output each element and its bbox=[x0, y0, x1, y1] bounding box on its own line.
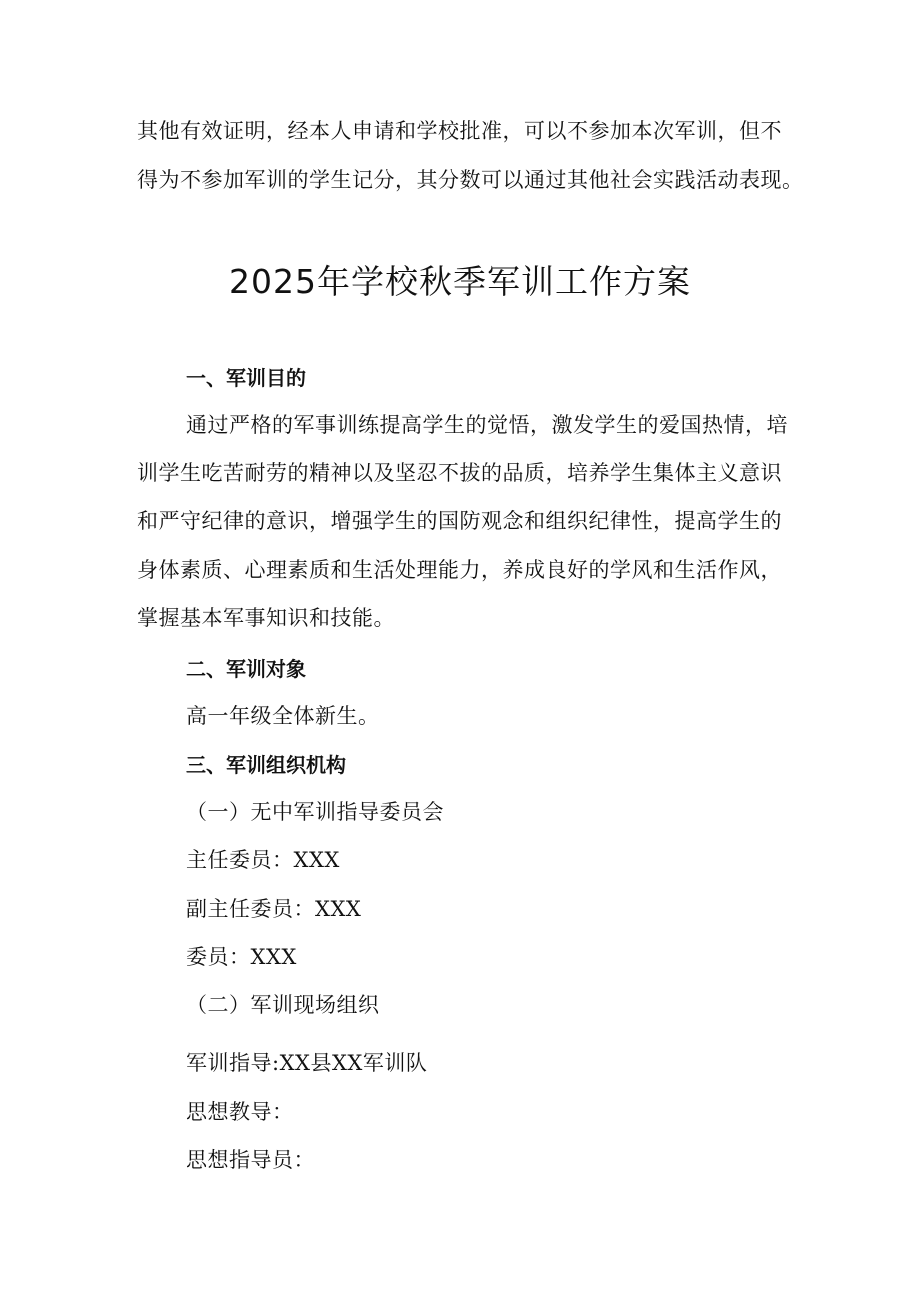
paragraph-line: 身体素质、心理素质和生活处理能力，养成良好的学风和生活作风， bbox=[137, 558, 782, 582]
section-heading: 三、军训组织机构 bbox=[186, 753, 346, 777]
continued-paragraph-line: 得为不参加军训的学生记分，其分数可以通过其他社会实践活动表现。 bbox=[137, 168, 804, 192]
list-item: 主任委员：XXX bbox=[186, 848, 340, 872]
list-item: 思想教导： bbox=[186, 1100, 294, 1124]
paragraph-line: 训学生吃苦耐劳的精神以及坚忍不拔的品质，培养学生集体主义意识 bbox=[137, 461, 782, 485]
subsection-heading: （一）无中军训指导委员会 bbox=[186, 800, 444, 824]
paragraph-line: 掌握基本军事知识和技能。 bbox=[137, 606, 395, 630]
list-item: 委员：XXX bbox=[186, 945, 297, 969]
subsection-heading: （二）军训现场组织 bbox=[186, 993, 380, 1017]
list-item: 副主任委员：XXX bbox=[186, 897, 362, 921]
paragraph-line: 高一年级全体新生。 bbox=[186, 704, 380, 728]
paragraph-line: 和严守纪律的意识，增强学生的国防观念和组织纪律性，提高学生的 bbox=[137, 509, 782, 533]
list-item: 思想指导员： bbox=[186, 1148, 315, 1172]
section-heading: 二、军训对象 bbox=[186, 657, 306, 681]
document-title: 2025年学校秋季军训工作方案 bbox=[229, 262, 691, 301]
section-heading: 一、军训目的 bbox=[186, 366, 306, 390]
list-item: 军训指导:XX县XX军训队 bbox=[186, 1051, 428, 1075]
paragraph-line: 通过严格的军事训练提高学生的觉悟，激发学生的爱国热情，培 bbox=[186, 413, 788, 437]
continued-paragraph-line: 其他有效证明，经本人申请和学校批准，可以不参加本次军训，但不 bbox=[137, 119, 782, 143]
